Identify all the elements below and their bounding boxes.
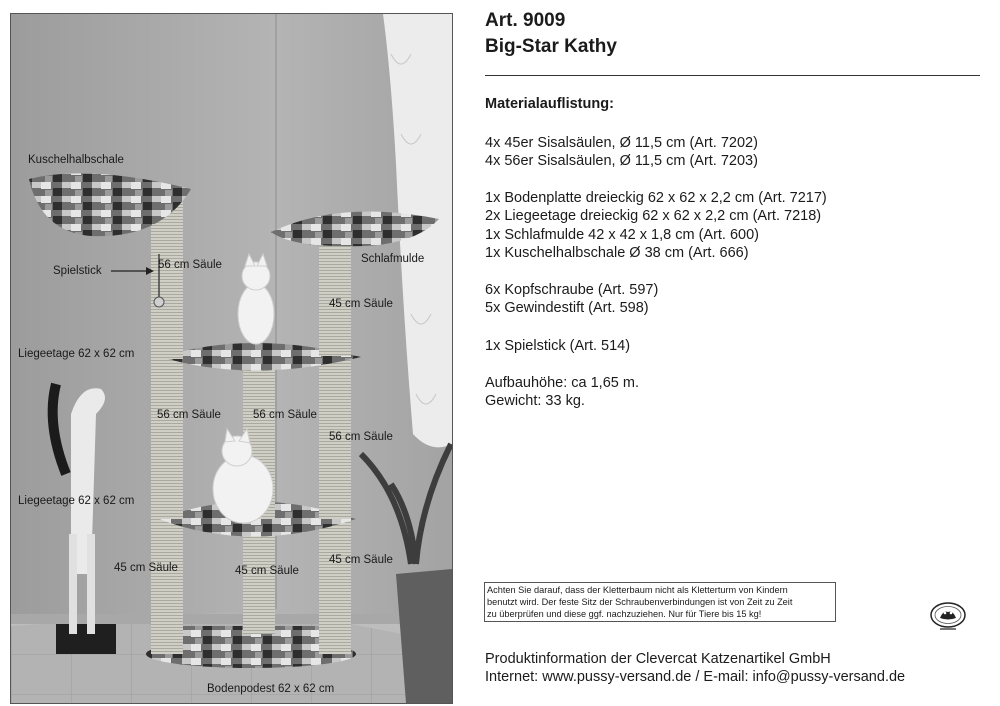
label-saeule-45-bottom-left: 45 cm Säule [114, 562, 178, 574]
notice-line: Achten Sie darauf, dass der Kletterbaum nicht als Kletterturm von Kindern [487, 585, 788, 595]
material-line: 6x Kopfschraube (Art. 597) [485, 282, 659, 298]
label-liegeetage-upper: Liegeetage 62 x 62 cm [18, 348, 135, 360]
label-saeule-56-top: 56 cm Säule [158, 259, 222, 271]
brand-seal-icon [928, 600, 968, 634]
material-line: 1x Schlafmulde 42 x 42 x 1,8 cm (Art. 600) [485, 227, 760, 243]
spec-weight: Gewicht: 33 kg. [485, 393, 585, 409]
footer-company: Produktinformation der Clevercat Katzenartikel GmbH [485, 651, 831, 667]
article-number: Art. 9009 [485, 10, 566, 31]
material-line: 1x Spielstick (Art. 514) [485, 338, 631, 354]
label-saeule-56-mid-center: 56 cm Säule [253, 409, 317, 421]
header-divider [485, 75, 980, 76]
materials-heading: Materialauflistung: [485, 96, 614, 112]
footer-contact: Internet: www.pussy-versand.de / E-mail: info@pussy-versand.de [485, 669, 906, 685]
material-line: 1x Bodenplatte dreieckig 62 x 62 x 2,2 cm (Art. 7217) [485, 190, 827, 206]
label-saeule-45-bottom-center: 45 cm Säule [235, 565, 299, 577]
material-line: 1x Kuschelhalbschale Ø 38 cm (Art. 666) [485, 245, 749, 261]
label-bodenpodest: Bodenpodest 62 x 62 cm [207, 683, 335, 695]
label-spielstick: Spielstick [53, 265, 102, 277]
label-schlafmulde: Schlafmulde [361, 253, 425, 265]
material-line: 4x 45er Sisalsäulen, Ø 11,5 cm (Art. 7202) [485, 135, 758, 151]
label-saeule-45-top: 45 cm Säule [329, 298, 393, 310]
material-line: 5x Gewindestift (Art. 598) [485, 300, 649, 316]
label-kuschelhalbschale: Kuschelhalbschale [28, 154, 124, 166]
safety-notice [484, 582, 836, 622]
label-liegeetage-lower: Liegeetage 62 x 62 cm [18, 495, 135, 507]
notice-line: benutzt wird. Der feste Sitz der Schraubenverbindungen ist von Zeit zu Zeit [487, 597, 793, 608]
label-saeule-56-mid-right: 56 cm Säule [329, 431, 393, 443]
material-line: 4x 56er Sisalsäulen, Ø 11,5 cm (Art. 7203) [485, 153, 758, 169]
material-line: 2x Liegeetage dreieckig 62 x 62 x 2,2 cm (Art. 7218) [485, 208, 822, 224]
product-name: Big-Star Kathy [485, 36, 617, 57]
label-saeule-45-bottom-right: 45 cm Säule [329, 554, 393, 566]
label-saeule-56-mid-left: 56 cm Säule [157, 409, 221, 421]
product-photo [10, 13, 453, 704]
notice-line: zu überprüfen und diese ggf. nachzuziehen. Nur für Tiere bis 15 kg! [487, 609, 762, 620]
spec-height: Aufbauhöhe: ca 1,65 m. [485, 375, 639, 391]
